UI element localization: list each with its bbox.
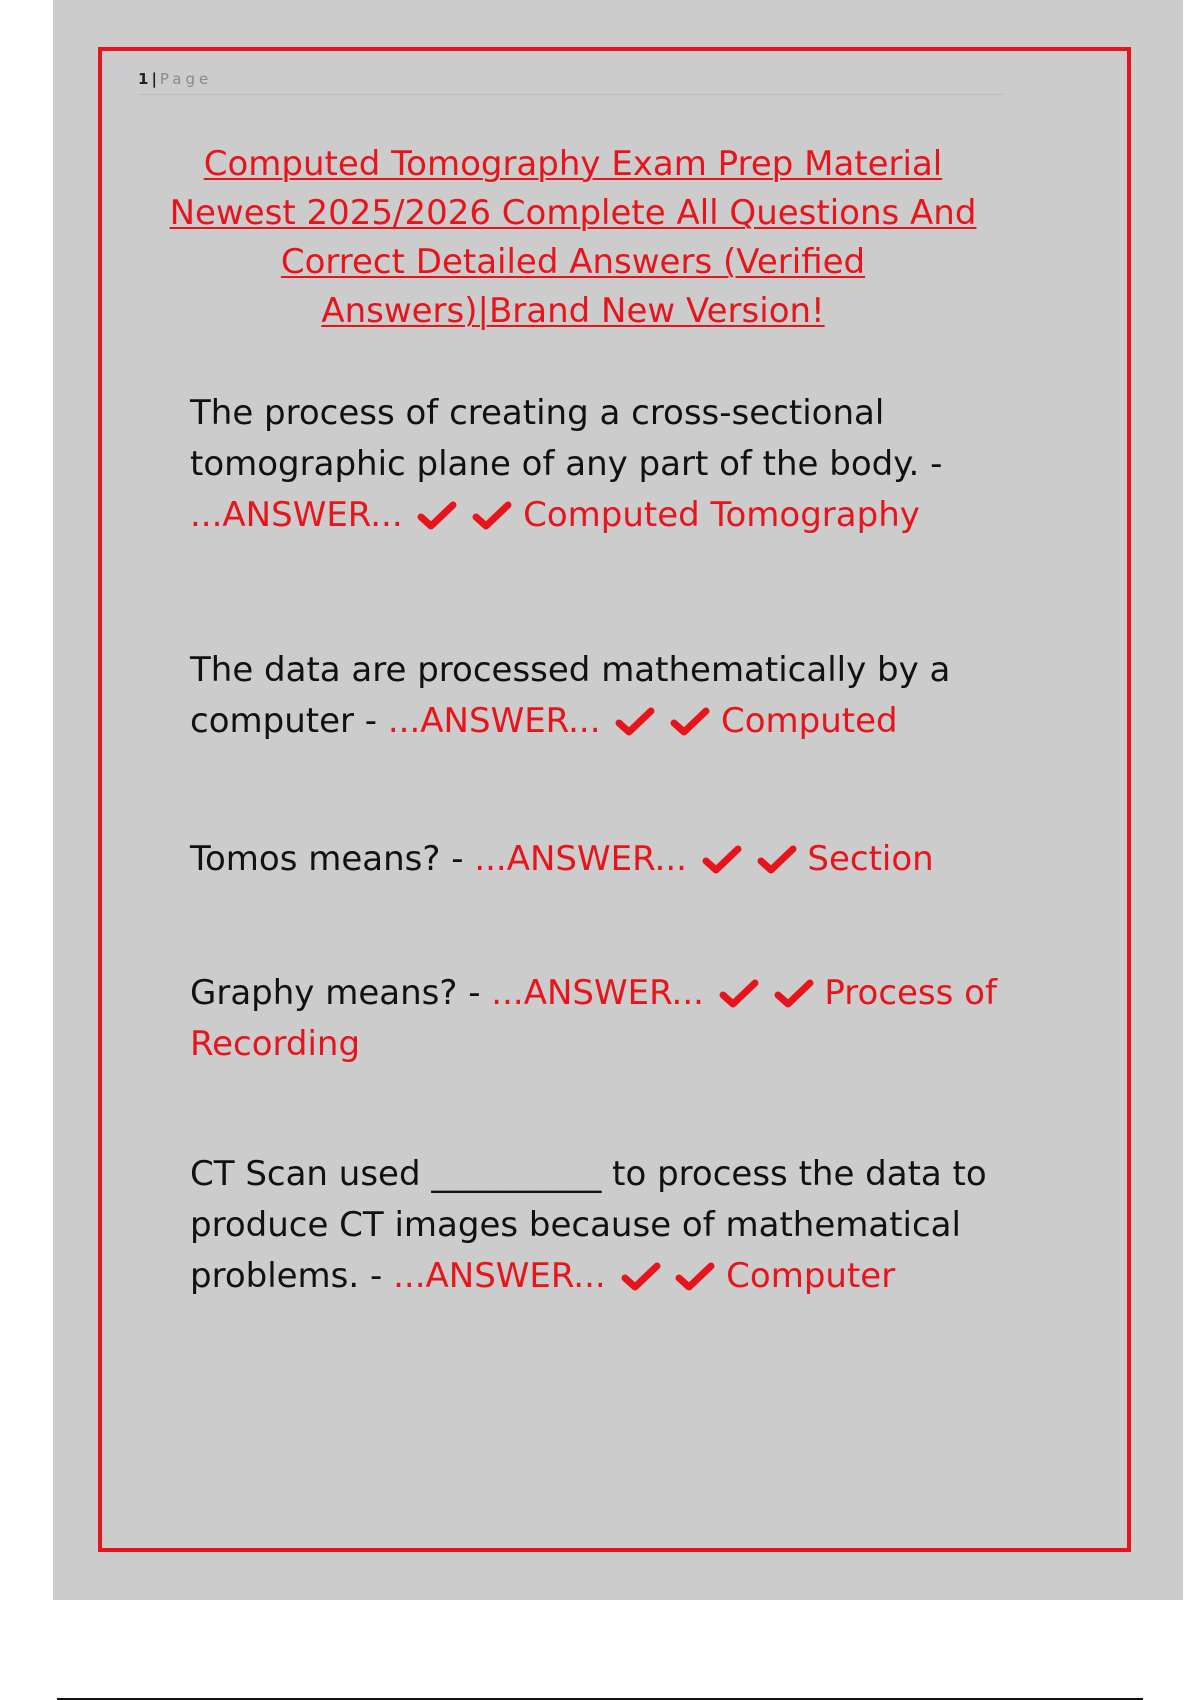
qa-item (190, 968, 1030, 1070)
checkmark-icon (774, 978, 814, 1010)
answer-tag: ...ANSWER... (393, 1256, 606, 1296)
answer-tag: ...ANSWER... (190, 495, 403, 535)
qa-item (190, 645, 1030, 747)
qa-item (190, 834, 1030, 885)
answer-text: Section (807, 839, 934, 879)
document-page (53, 0, 1183, 1600)
title-line: Newest 2025/2026 Complete All Questions And (169, 193, 977, 233)
page-label: Page (159, 70, 213, 88)
checkmark-icon (675, 1261, 715, 1293)
question-line: computer - (190, 701, 378, 741)
answer-tag: ...ANSWER... (474, 839, 687, 879)
answer-text: Computed Tomography (523, 495, 920, 535)
answer-text: Computer (726, 1256, 896, 1296)
title-line: Computed Tomography Exam Prep Material (203, 144, 943, 184)
question-line: produce CT images because of mathematical (190, 1205, 961, 1245)
checkmark-icon (670, 706, 710, 738)
question-line: CT Scan used __________ to process the data to (190, 1154, 987, 1194)
checkmark-icon (757, 844, 797, 876)
page-number: 1 (138, 70, 149, 88)
question-line: The process of creating a cross-sectional (190, 393, 885, 433)
answer-text: Process of Recording (190, 973, 997, 1064)
title-line: Correct Detailed Answers (Verified (280, 242, 866, 282)
page-header (138, 68, 1004, 95)
qa-item (190, 388, 1030, 541)
question-line: tomographic plane of any part of the body. - (190, 444, 943, 484)
page-separator: | (151, 70, 157, 88)
qa-item (190, 1149, 1030, 1302)
checkmark-icon (702, 844, 742, 876)
checkmark-icon (615, 706, 655, 738)
checkmark-icon (417, 500, 457, 532)
answer-text: Computed (720, 701, 898, 741)
question-line: problems. - (190, 1256, 383, 1296)
checkmark-icon (719, 978, 759, 1010)
document-title (163, 140, 983, 336)
answer-tag: ...ANSWER... (387, 701, 601, 741)
checkmark-icon (472, 500, 512, 532)
checkmark-icon (621, 1261, 661, 1293)
title-line: Answers)|Brand New Version! (321, 291, 825, 331)
question-line: Graphy means? - (190, 973, 481, 1013)
question-line: Tomos means? - (190, 839, 464, 879)
answer-tag: ...ANSWER... (491, 973, 704, 1013)
question-line: The data are processed mathematically by a (190, 650, 951, 690)
